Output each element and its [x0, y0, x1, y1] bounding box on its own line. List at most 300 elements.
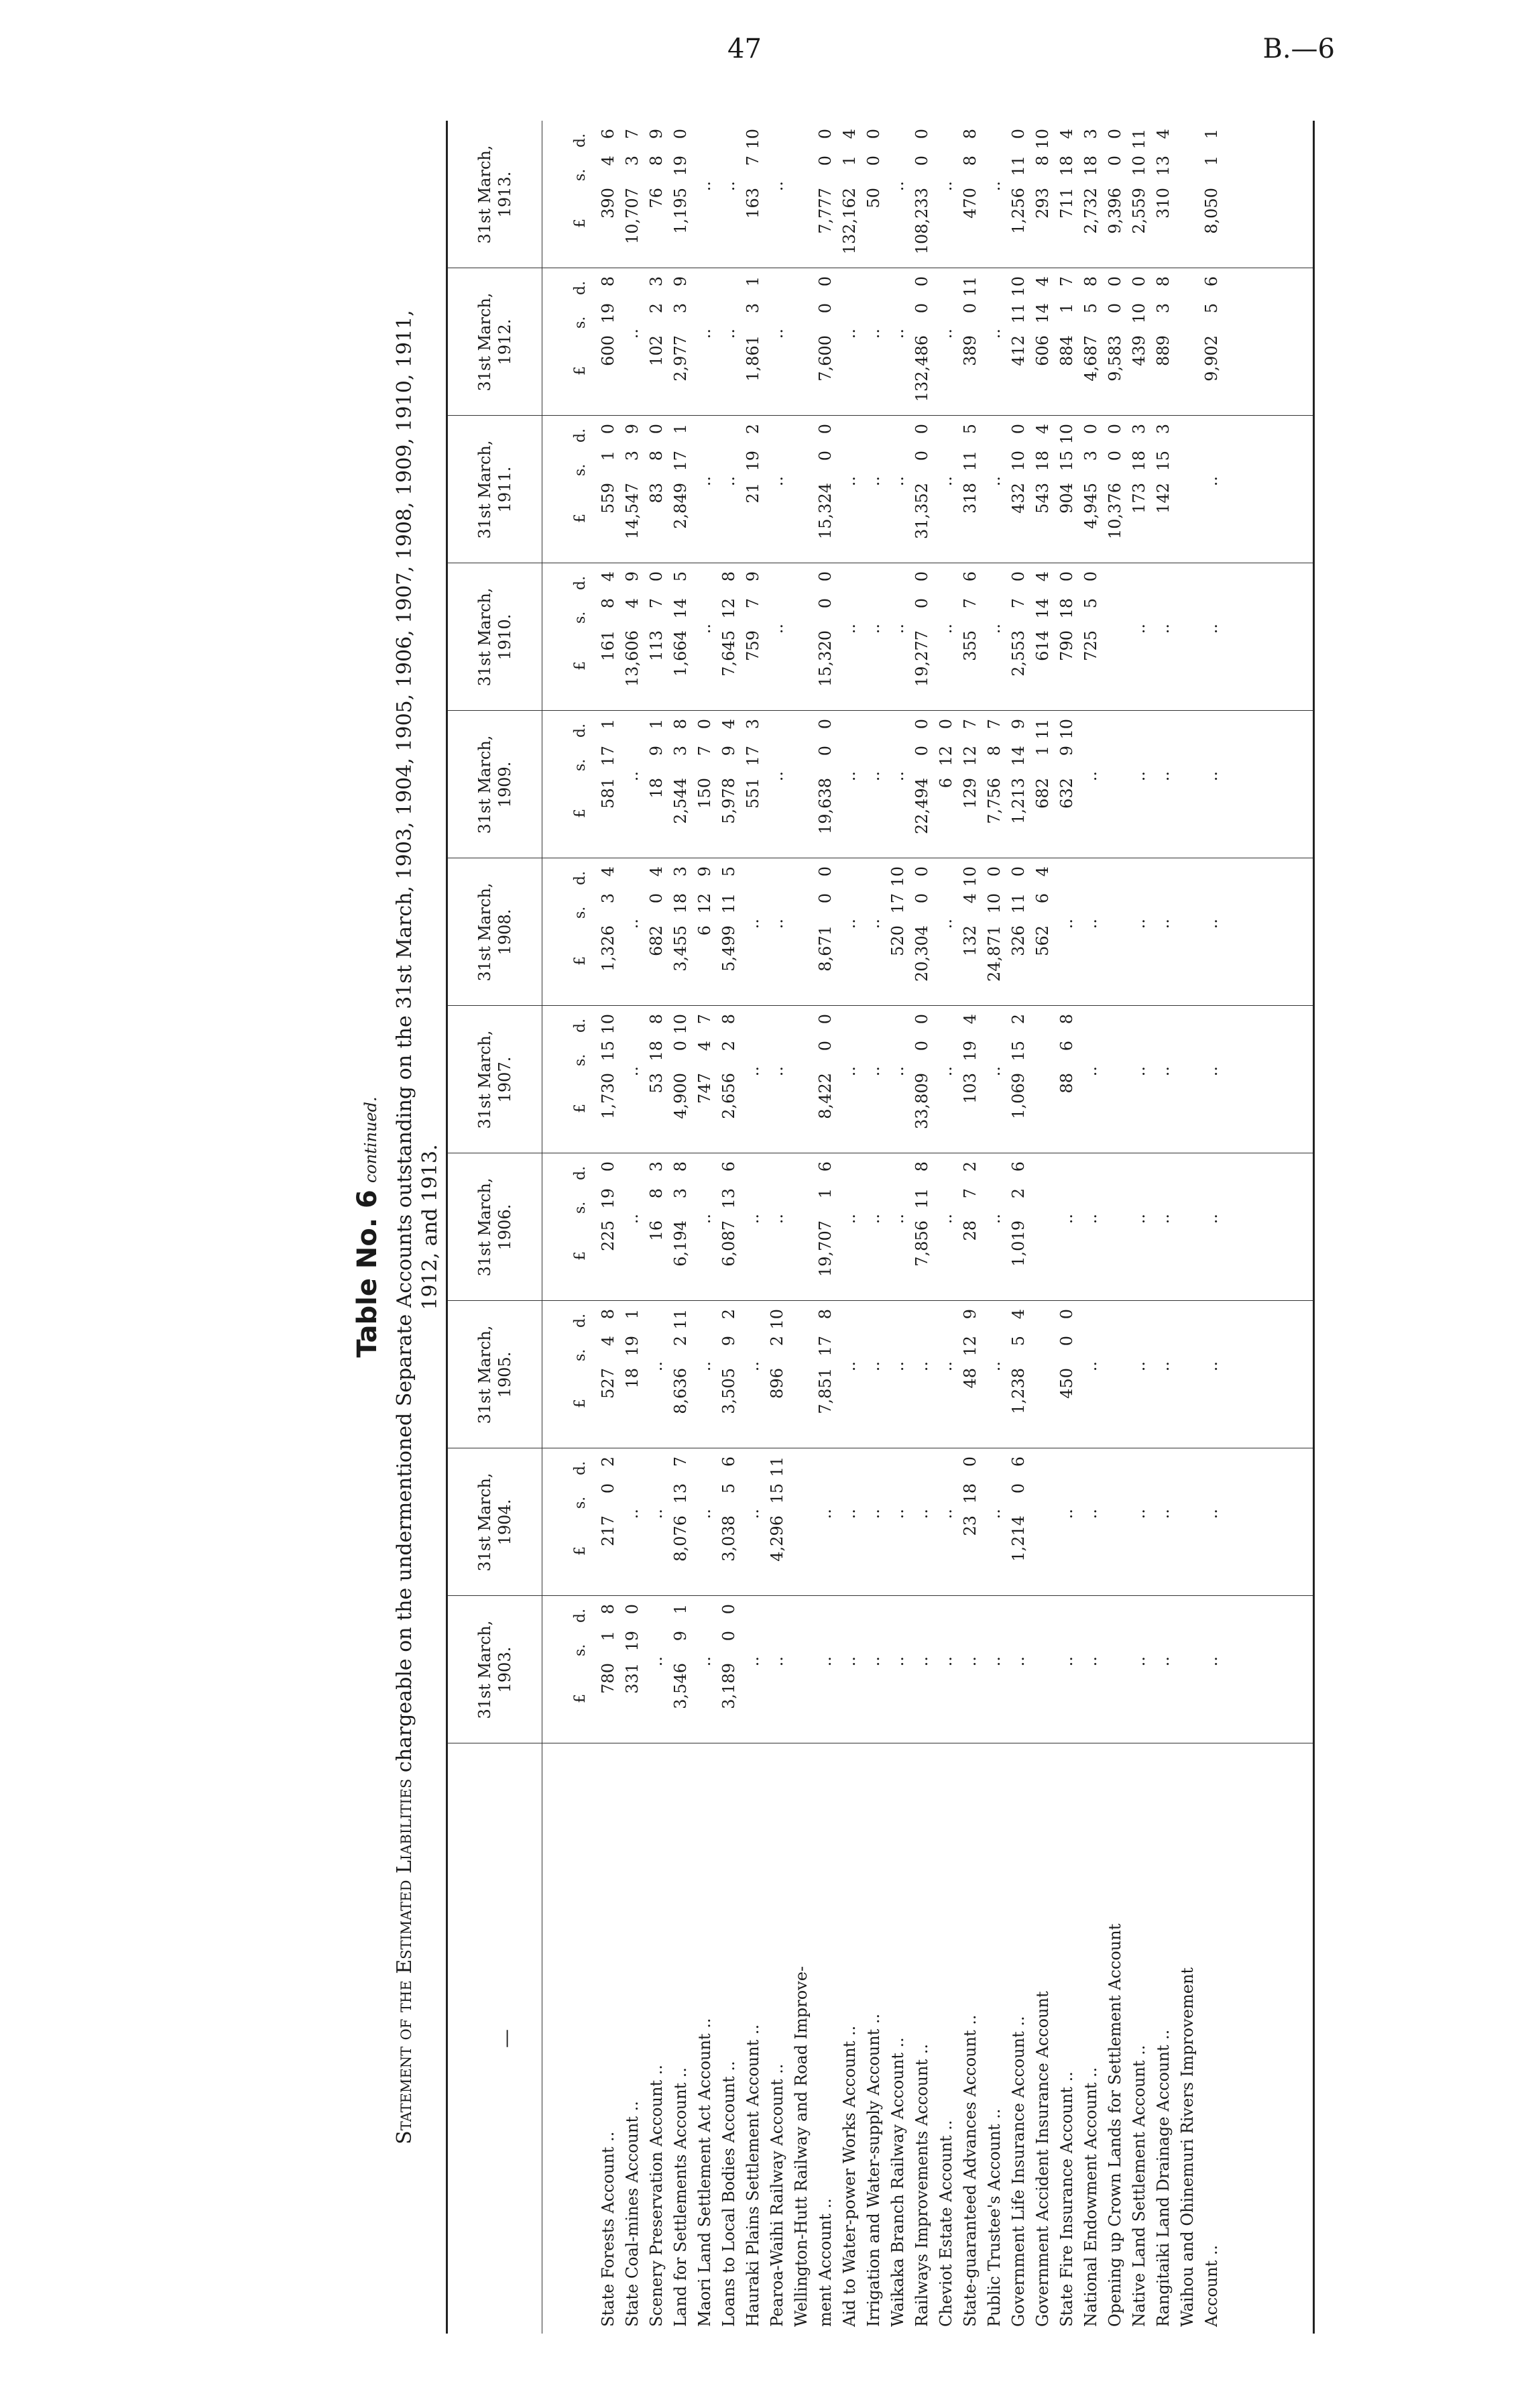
pence-value: 6	[1009, 1161, 1028, 1172]
shillings-value: 8	[985, 746, 1004, 756]
shillings-value: 15	[768, 1483, 786, 1504]
empty-mark: ..	[888, 1656, 907, 1667]
empty-mark: ..	[744, 1361, 762, 1372]
table-cell	[768, 711, 786, 858]
empty-mark: ..	[1057, 1656, 1076, 1667]
empty-mark: ..	[1202, 624, 1221, 634]
pence-value: 6	[1202, 276, 1221, 287]
pence-value: 0	[599, 1161, 617, 1172]
table-cell	[1130, 563, 1148, 711]
empty-mark: ..	[1202, 1214, 1221, 1224]
shillings-value: 9	[719, 1336, 738, 1346]
pounds-value: 355	[961, 630, 980, 661]
unit-label: s.	[572, 1053, 589, 1066]
table-cell	[840, 268, 859, 416]
pounds-value: 310	[1154, 188, 1173, 219]
pounds-value: 132,162	[840, 188, 859, 255]
shillings-value: 12	[961, 746, 980, 766]
pence-value: 2	[719, 1309, 738, 1320]
empty-mark: ..	[840, 1361, 859, 1372]
table-cell	[792, 1448, 811, 1596]
shillings-value: 3	[671, 1188, 690, 1199]
pounds-value: 3,189	[719, 1663, 738, 1709]
table-cell	[1057, 121, 1076, 268]
pounds-value: 1,238	[1009, 1368, 1028, 1414]
empty-mark: ..	[1081, 919, 1100, 929]
pounds-value: 1,326	[599, 925, 617, 972]
unit-label: d.	[572, 575, 589, 590]
unit-label: £	[572, 1694, 589, 1703]
table-cell	[912, 858, 931, 1006]
table-cell	[695, 711, 714, 858]
empty-mark: ..	[985, 1361, 1004, 1372]
shillings-value: 0	[912, 746, 931, 756]
table-cell	[1057, 1006, 1076, 1153]
empty-mark: ..	[768, 1066, 786, 1077]
table-cell	[888, 858, 907, 1006]
pounds-value: 1,664	[671, 630, 690, 677]
empty-mark: ..	[1009, 1656, 1028, 1667]
pounds-value: 5,499	[719, 925, 738, 972]
pounds-value: 1,861	[744, 335, 762, 382]
pence-value: 1	[671, 1604, 690, 1615]
pounds-value: 6	[695, 925, 714, 936]
table-cell	[599, 563, 617, 711]
pounds-value: 3,455	[671, 925, 690, 972]
table-cell	[1033, 711, 1052, 858]
pence-value: 7	[985, 719, 1004, 730]
pounds-value: 1,195	[671, 188, 690, 234]
table-cell	[1106, 268, 1124, 416]
table-cell	[623, 416, 642, 563]
shillings-value: 7	[961, 1188, 980, 1199]
table-cell	[1130, 711, 1148, 858]
shillings-value: 9	[1057, 746, 1076, 756]
table-cell	[744, 121, 762, 268]
empty-mark: ..	[1154, 1509, 1173, 1520]
table-cell	[768, 1153, 786, 1301]
table-cell	[623, 121, 642, 268]
shillings-value: 19	[599, 1188, 617, 1209]
pence-value: 4	[1033, 571, 1052, 582]
pence-value: 6	[599, 129, 617, 139]
table-cell	[1202, 1006, 1221, 1153]
table-cell	[1081, 1448, 1100, 1596]
table-cell	[961, 121, 980, 268]
table-cell	[1178, 121, 1197, 268]
empty-mark: ..	[744, 1214, 762, 1224]
table-cell	[1154, 563, 1173, 711]
table-cell	[695, 1596, 714, 1743]
pence-value: 0	[937, 719, 955, 730]
table-cell	[719, 858, 738, 1006]
unit-label: £	[572, 661, 589, 671]
table-cell	[792, 121, 811, 268]
table-cell	[1202, 711, 1221, 858]
table-cell	[1106, 711, 1124, 858]
value-column	[448, 563, 1313, 711]
table-cell	[695, 1448, 714, 1596]
shillings-value: 0	[671, 1041, 690, 1051]
table-cell	[1009, 711, 1028, 858]
table-cell	[671, 563, 690, 711]
pounds-value: 6,194	[671, 1220, 690, 1267]
pounds-value: 3,505	[719, 1368, 738, 1414]
shillings-value: 3	[671, 303, 690, 314]
pounds-value: 1,213	[1009, 778, 1028, 824]
value-column	[448, 711, 1313, 858]
shillings-value: 0	[719, 1631, 738, 1642]
table-cell	[937, 563, 955, 711]
pence-value: 0	[647, 571, 666, 582]
table-cell	[912, 1006, 931, 1153]
unit-label: d.	[572, 280, 589, 295]
pence-value: 4	[840, 129, 859, 139]
empty-mark: ..	[647, 1656, 666, 1667]
table-cell	[1057, 1153, 1076, 1301]
pence-value: 10	[1033, 129, 1052, 150]
empty-mark: ..	[768, 919, 786, 929]
pence-value: 8	[599, 1604, 617, 1615]
pounds-value: 432	[1009, 483, 1028, 514]
pounds-value: 161	[599, 630, 617, 661]
empty-mark: ..	[647, 1361, 666, 1372]
table-cell	[623, 1301, 642, 1448]
empty-mark: ..	[840, 624, 859, 634]
table-cell	[1130, 1301, 1148, 1448]
table-cell	[647, 711, 666, 858]
pounds-value: 2,977	[671, 335, 690, 382]
table-cell	[961, 711, 980, 858]
pence-value: 4	[599, 866, 617, 877]
shillings-value: 0	[864, 156, 883, 166]
caption-line2: 1912, and 1913.	[418, 1144, 442, 1310]
shillings-value: 17	[744, 746, 762, 766]
empty-mark: ..	[961, 1656, 980, 1667]
table-cell	[792, 1153, 811, 1301]
shillings-value: 19	[599, 303, 617, 324]
table-cell	[695, 858, 714, 1006]
column-header: 31st March, 1912.	[475, 292, 514, 392]
empty-mark: ..	[864, 1214, 883, 1224]
pence-value: 10	[599, 1014, 617, 1035]
shillings-value: 3	[623, 451, 642, 461]
pounds-value: 1,256	[1009, 188, 1028, 234]
table-cell	[961, 1596, 980, 1743]
table-cell	[985, 1301, 1004, 1448]
pounds-value: 10,707	[623, 188, 642, 244]
column-header: 31st March, 1908.	[475, 882, 514, 982]
empty-mark: ..	[888, 771, 907, 782]
shillings-value: 0	[816, 746, 835, 756]
shillings-value: 2	[719, 1041, 738, 1051]
table-cell	[1202, 268, 1221, 416]
empty-mark: ..	[1154, 1361, 1173, 1372]
table-cell	[1106, 563, 1124, 711]
empty-mark: ..	[1130, 1214, 1148, 1224]
pence-value: 0	[816, 424, 835, 435]
table-cell	[1081, 711, 1100, 858]
label-header: —	[495, 2029, 517, 2048]
table-cell	[816, 1596, 835, 1743]
pounds-value: 543	[1033, 483, 1052, 514]
table-cell	[888, 1006, 907, 1153]
pence-value: 0	[912, 719, 931, 730]
empty-mark: ..	[719, 476, 738, 487]
pounds-value: 3,546	[671, 1663, 690, 1709]
shillings-value: 19	[961, 1041, 980, 1062]
table-cell	[1009, 1448, 1028, 1596]
table-cell	[985, 1596, 1004, 1743]
pounds-value: 23	[961, 1515, 980, 1536]
pounds-value: 551	[744, 778, 762, 809]
shillings-value: 8	[961, 156, 980, 166]
pounds-value: 439	[1130, 335, 1148, 366]
pounds-value: 1,069	[1009, 1073, 1028, 1119]
caption-prefix: Statement of the Estimated Liabilities	[393, 1778, 416, 2144]
empty-mark: ..	[1154, 624, 1173, 634]
shillings-value: 7	[1009, 598, 1028, 609]
value-column	[448, 1301, 1313, 1448]
pence-value: 6	[719, 1161, 738, 1172]
table-cell	[792, 416, 811, 563]
unit-label: £	[572, 956, 589, 966]
unit-label: s.	[572, 1644, 589, 1656]
shillings-value: 13	[1154, 156, 1173, 176]
table-cell	[1057, 1301, 1076, 1448]
empty-mark: ..	[1154, 771, 1173, 782]
pence-value: 5	[719, 866, 738, 877]
table-cell	[647, 1006, 666, 1153]
shillings-value: 4	[599, 1336, 617, 1346]
table-cell	[792, 1006, 811, 1153]
pence-value: 0	[816, 571, 835, 582]
table-cell	[985, 858, 1004, 1006]
table-cell	[816, 268, 835, 416]
shillings-value: 10	[1130, 303, 1148, 324]
pence-value: 7	[961, 719, 980, 730]
empty-mark: ..	[1057, 919, 1076, 929]
table-cell	[719, 416, 738, 563]
pence-value: 2	[1009, 1014, 1028, 1025]
empty-mark: ..	[937, 1656, 955, 1667]
pounds-value: 5,978	[719, 778, 738, 824]
value-column	[448, 1006, 1313, 1153]
pounds-value: 7,756	[985, 778, 1004, 824]
table-cell	[816, 1153, 835, 1301]
empty-mark: ..	[695, 476, 714, 487]
value-column	[448, 121, 1313, 268]
table-cell	[1130, 268, 1148, 416]
empty-mark: ..	[719, 181, 738, 192]
row-label: National Endowment Account ..	[1081, 2067, 1100, 2327]
table-cell	[623, 1006, 642, 1153]
pence-value: 8	[1057, 1014, 1076, 1025]
table-cell	[961, 268, 980, 416]
pence-value: 10	[768, 1309, 786, 1330]
shillings-value: 18	[1057, 598, 1076, 619]
empty-mark: ..	[1081, 771, 1100, 782]
shillings-value: 0	[912, 598, 931, 609]
empty-mark: ..	[1130, 1066, 1148, 1077]
shillings-value: 4	[695, 1041, 714, 1051]
shillings-value: 5	[719, 1483, 738, 1494]
row-label: State-guaranteed Advances Account ..	[961, 2014, 980, 2327]
table-cell	[985, 1153, 1004, 1301]
table-cell	[1178, 1153, 1197, 1301]
table-cell	[1178, 711, 1197, 858]
table-cell	[1178, 416, 1197, 563]
table-cell	[1009, 858, 1028, 1006]
shillings-value: 0	[816, 598, 835, 609]
table-cell	[816, 416, 835, 563]
table-cell	[985, 563, 1004, 711]
table-cell	[937, 1596, 955, 1743]
pence-value: 8	[599, 276, 617, 287]
shillings-value: 0	[961, 303, 980, 314]
label-column	[448, 1743, 1313, 2334]
pounds-value: 581	[599, 778, 617, 809]
table-cell	[888, 121, 907, 268]
table-cell	[671, 1596, 690, 1743]
empty-mark: ..	[888, 1066, 907, 1077]
pounds-value: 559	[599, 483, 617, 514]
empty-mark: ..	[816, 1656, 835, 1667]
empty-mark: ..	[768, 624, 786, 634]
shillings-value: 5	[1081, 303, 1100, 314]
pence-value: 0	[1057, 1309, 1076, 1320]
pence-value: 6	[961, 571, 980, 582]
table-cell	[647, 858, 666, 1006]
table-cell	[1106, 1153, 1124, 1301]
table-cell	[840, 1448, 859, 1596]
table-cell	[671, 858, 690, 1006]
table-cell	[647, 416, 666, 563]
table-cell	[1202, 858, 1221, 1006]
empty-mark: ..	[1081, 1509, 1100, 1520]
table-cell	[937, 1153, 955, 1301]
unit-label: s.	[572, 316, 589, 329]
table-cell	[840, 1153, 859, 1301]
unit-label: d.	[572, 870, 589, 885]
unit-label: £	[572, 1104, 589, 1113]
empty-mark: ..	[1130, 1656, 1148, 1667]
table-cell	[888, 1301, 907, 1448]
pounds-value: 19,277	[912, 630, 931, 687]
shillings-value: 11	[1009, 156, 1028, 176]
table-cell	[1202, 1596, 1221, 1743]
pence-value: 1	[1202, 129, 1221, 139]
table-cell	[1033, 1006, 1052, 1153]
unit-label: d.	[572, 1460, 589, 1475]
value-column	[448, 858, 1313, 1006]
table-cell	[888, 1596, 907, 1743]
pounds-value: 132,486	[912, 335, 931, 402]
empty-mark: ..	[768, 181, 786, 192]
pounds-value: 14,547	[623, 483, 642, 539]
pounds-value: 21	[744, 483, 762, 504]
table-cell	[599, 268, 617, 416]
empty-mark: ..	[985, 329, 1004, 339]
shillings-value: 0	[912, 893, 931, 904]
empty-mark: ..	[623, 919, 642, 929]
table-cell	[671, 268, 690, 416]
pounds-value: 19,638	[816, 778, 835, 834]
unit-label: £	[572, 809, 589, 818]
pounds-value: 9,396	[1106, 188, 1124, 234]
empty-mark: ..	[840, 329, 859, 339]
table-cell	[1057, 416, 1076, 563]
table-cell	[768, 1448, 786, 1596]
empty-mark: ..	[864, 1509, 883, 1520]
shillings-value: 3	[623, 156, 642, 166]
pence-value: 1	[623, 1309, 642, 1320]
table-cell	[1106, 858, 1124, 1006]
pence-value: 4	[1154, 129, 1173, 139]
shillings-value: 0	[1057, 1336, 1076, 1346]
table-cell	[888, 1448, 907, 1596]
shillings-value: 0	[912, 1041, 931, 1051]
table-cell	[792, 1301, 811, 1448]
empty-mark: ..	[623, 1066, 642, 1077]
table-cell	[864, 1006, 883, 1153]
empty-mark: ..	[1130, 771, 1148, 782]
shillings-value: 3	[1081, 451, 1100, 461]
pounds-value: 682	[647, 925, 666, 956]
column-header: 31st March, 1904.	[475, 1473, 514, 1572]
table-cell	[599, 858, 617, 1006]
table-cell	[623, 1153, 642, 1301]
empty-mark: ..	[912, 1509, 931, 1520]
shillings-value: 19	[623, 1336, 642, 1357]
pounds-value: 132	[961, 925, 980, 956]
unit-label: s.	[572, 463, 589, 476]
table-cell	[888, 416, 907, 563]
table-cell	[623, 858, 642, 1006]
shillings-value: 18	[1081, 156, 1100, 176]
unit-label: £	[572, 1251, 589, 1261]
empty-mark: ..	[840, 476, 859, 487]
empty-mark: ..	[864, 919, 883, 929]
column-header: 31st March, 1911.	[475, 440, 514, 539]
table-cell	[1009, 563, 1028, 711]
table-cell	[1081, 563, 1100, 711]
table-cell	[744, 1153, 762, 1301]
empty-mark: ..	[888, 1509, 907, 1520]
table-cell	[719, 1596, 738, 1743]
pence-value: 10	[1057, 719, 1076, 740]
table-cell	[599, 1596, 617, 1743]
empty-mark: ..	[744, 1509, 762, 1520]
table-cell	[623, 711, 642, 858]
shillings-value: 8	[1033, 156, 1052, 166]
row-label: Maori Land Settlement Act Account ..	[695, 2018, 714, 2327]
empty-mark: ..	[816, 1509, 835, 1520]
empty-mark: ..	[912, 1361, 931, 1372]
unit-label: s.	[572, 611, 589, 624]
table-cell	[1009, 1153, 1028, 1301]
table-cell	[816, 858, 835, 1006]
empty-mark: ..	[937, 329, 955, 339]
table-cell	[1033, 1153, 1052, 1301]
shillings-value: 0	[816, 303, 835, 314]
shillings-value: 18	[1057, 156, 1076, 176]
table-cell	[1033, 121, 1052, 268]
pence-value: 9	[623, 571, 642, 582]
empty-mark: ..	[985, 1656, 1004, 1667]
pence-value: 0	[816, 719, 835, 730]
table-cell	[768, 1006, 786, 1153]
